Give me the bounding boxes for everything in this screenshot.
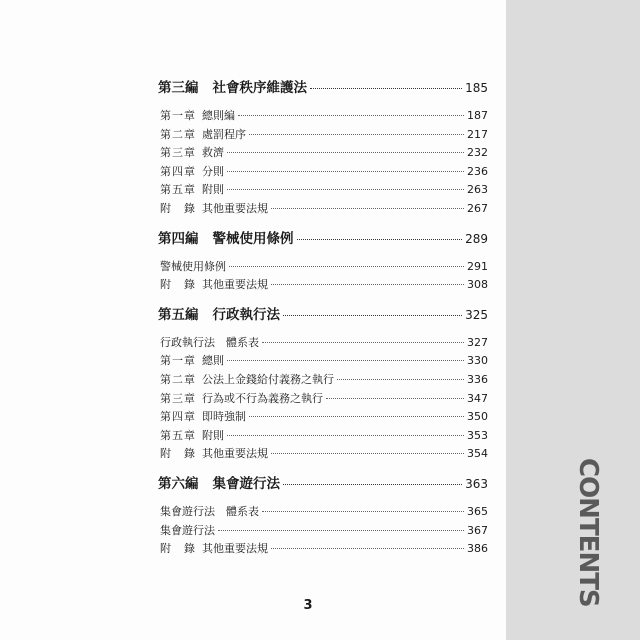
dot-leader [310,88,462,89]
entry-page: 187 [467,109,488,122]
entry-title: 救濟 [202,146,224,160]
entry-page: 236 [467,164,488,178]
dot-leader [262,511,464,512]
part-heading[interactable] [158,76,488,100]
dot-leader [262,342,464,343]
toc-entry[interactable] [160,390,488,409]
part-page: 185 [465,81,488,95]
entry-title: 總則 [202,354,224,368]
entry-title: 行政執行法 體系表 [160,335,259,349]
chapter-label: 第五章 [160,428,196,442]
toc-entry[interactable] [160,427,488,446]
spacer [158,251,488,258]
chapter-label: 第三章 [160,146,196,160]
entry-title: 附則 [202,183,224,197]
toc-entry[interactable] [160,540,488,559]
part-page: 363 [465,476,488,491]
dot-leader [249,134,464,135]
spacer [158,219,488,225]
chapter-label: 附 錄 [160,278,196,292]
toc-entry[interactable] [160,144,488,163]
entry-page: 365 [467,504,488,518]
toc-entry[interactable] [160,163,488,182]
toc-entry[interactable] [160,258,488,277]
part-page: 289 [465,231,488,246]
chapter-label: 第一章 [160,109,196,122]
entry-title: 處罰程序 [202,127,246,141]
entry-title: 集會遊行法 體系表 [160,504,259,518]
part-page: 325 [465,307,488,322]
dot-leader [227,152,464,153]
chapter-label: 第五章 [160,183,196,197]
entry-title: 分則 [202,164,224,178]
dot-leader [227,189,464,190]
dot-leader [271,284,464,285]
entry-page: 291 [467,259,488,273]
entry-page: 354 [467,447,488,461]
entry-page: 267 [467,201,488,215]
entry-title: 其他重要法規 [202,542,268,556]
dot-leader [227,360,464,361]
toc-entry[interactable] [160,522,488,541]
entry-title: 其他重要法規 [202,447,268,461]
toc-entry[interactable] [160,408,488,427]
dot-leader [297,239,463,240]
part-label: 第六編 [158,475,199,492]
part-heading[interactable] [158,227,488,251]
dot-leader [227,435,464,436]
spacer [158,327,488,334]
spacer [158,295,488,301]
dot-leader [229,266,464,267]
dot-leader [271,453,464,454]
entry-title: 總則編 [202,109,235,122]
contents-label: CONTENTS [573,458,603,607]
part-label: 第四編 [158,230,199,247]
dot-leader [271,208,464,209]
chapter-label: 第四章 [160,164,196,178]
toc-entry[interactable] [160,445,488,464]
page-number: 3 [303,598,313,613]
dot-leader [337,379,464,380]
dot-leader [326,398,464,399]
spacer [158,464,488,470]
dot-leader [283,315,462,316]
dot-leader [227,171,464,172]
part-heading[interactable] [158,303,488,327]
dot-leader [283,484,462,485]
entry-page: 217 [467,127,488,141]
entry-page: 353 [467,428,488,442]
entry-page: 336 [467,372,488,386]
chapter-label: 第二章 [160,372,196,386]
entry-page: 350 [467,410,488,424]
toc-entry[interactable] [160,503,488,522]
toc-entry[interactable] [160,200,488,219]
part-label: 第五編 [158,306,199,323]
spacer [158,496,488,503]
toc-entry[interactable] [160,181,488,200]
entry-title: 公法上金錢給付義務之執行 [202,372,334,386]
part-title: 警械使用條例 [212,230,294,247]
chapter-label: 第三章 [160,391,196,405]
entry-page: 386 [467,542,488,556]
dot-leader [271,548,464,549]
table-of-contents [158,74,488,565]
toc-entry[interactable] [160,107,488,126]
dot-leader [218,530,464,531]
chapter-label: 第一章 [160,354,196,368]
chapter-label: 第四章 [160,410,196,424]
part-title: 行政執行法 [212,306,280,323]
part-label: 第三編 [158,80,199,96]
entry-title: 其他重要法規 [202,201,268,215]
part-title: 集會遊行法 [212,475,280,492]
chapter-label: 附 錄 [160,447,196,461]
entry-title: 行為或不行為義務之執行 [202,391,323,405]
entry-page: 308 [467,278,488,292]
entry-page: 327 [467,335,488,349]
dot-leader [249,416,464,417]
entry-title: 警械使用條例 [160,259,226,273]
chapter-label: 附 錄 [160,201,196,215]
toc-entry[interactable] [160,371,488,390]
spacer [158,100,488,107]
entry-title: 即時強制 [202,410,246,424]
chapter-label: 附 錄 [160,542,196,556]
toc-entry[interactable] [160,352,488,371]
entry-page: 347 [467,391,488,405]
chapter-label: 第二章 [160,127,196,141]
toc-entry[interactable] [160,276,488,295]
entry-title: 其他重要法規 [202,278,268,292]
entry-page: 232 [467,146,488,160]
part-heading[interactable] [158,472,488,496]
entry-page: 330 [467,354,488,368]
dot-leader [238,115,464,116]
entry-page: 367 [467,523,488,537]
toc-entry[interactable] [160,126,488,145]
spacer [158,559,488,565]
entry-title: 集會遊行法 [160,523,215,537]
toc-entry[interactable] [160,334,488,353]
entry-page: 263 [467,183,488,197]
part-title: 社會秩序維護法 [212,80,307,96]
entry-title: 附則 [202,428,224,442]
